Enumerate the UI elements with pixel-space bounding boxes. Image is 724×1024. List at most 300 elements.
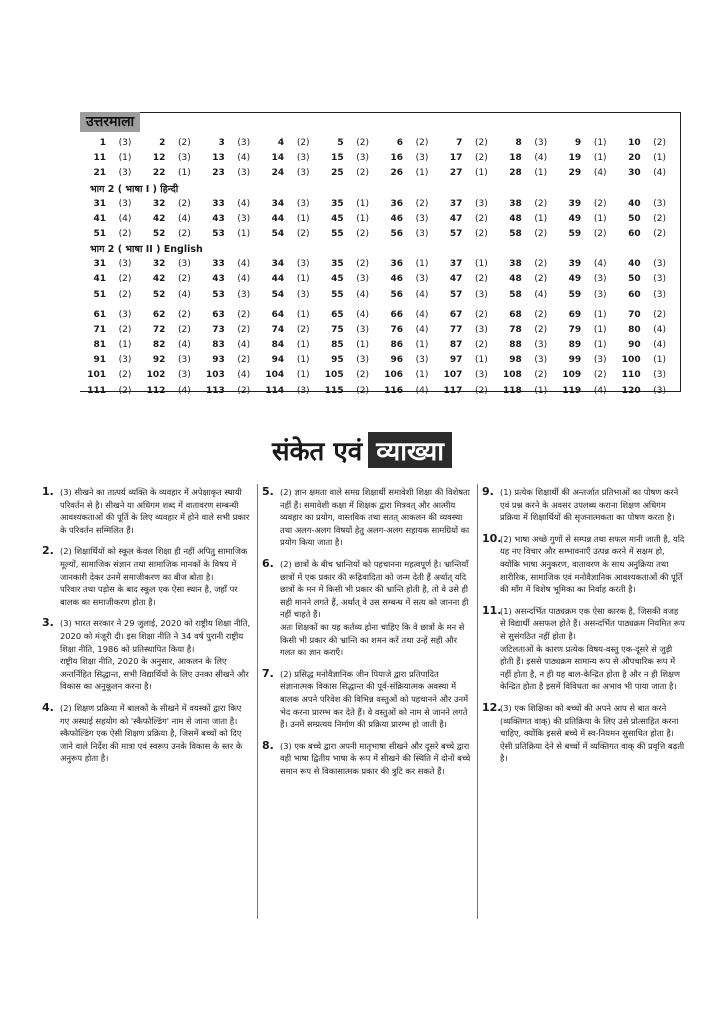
answer-option: (3): [475, 324, 488, 335]
answer-option: (4): [593, 168, 607, 179]
answer-row: [86, 353, 680, 368]
answer-option: (3): [178, 153, 191, 164]
question-number: 89: [568, 340, 582, 351]
question-number: 55: [331, 228, 344, 239]
answer-option: (3): [118, 259, 132, 270]
question-number: 39: [568, 198, 582, 209]
answer-option: (2): [237, 324, 251, 335]
answer-option: (2): [178, 309, 191, 320]
answer-option: (4): [237, 153, 251, 164]
item-number: 7.: [262, 666, 274, 680]
answer-option: (1): [534, 213, 548, 224]
question-number: 68: [509, 309, 522, 320]
item-number: 3.: [42, 616, 54, 630]
item-paragraph: (2) प्रसिद्ध मनोवैज्ञानिक जीन पियाजे द्वारा प्रतिपादित संज्ञानात्मक विकास सिद्धान्त की पूर्व-संक्रियात्मक अवस्था में बालक अपने परिवेश की विभिन्न वस्तुओं को पहचानने और उनमें भेद करना प्रारम्भ कर देते हैं। वे वस्तुओं को नाम से जानने लगते हैं। उनमें सम्प्रत्यय निर्माण की प्रक्रिया प्रारम्भ हो जाती है।: [280, 668, 469, 730]
answer-option: (3): [296, 289, 310, 300]
answer-option: (2): [475, 385, 488, 396]
answer-option: (1): [415, 340, 429, 351]
question-number: 38: [509, 259, 522, 270]
question-number: 54: [271, 289, 285, 300]
question-number: 16: [390, 153, 403, 164]
question-number: 81: [93, 340, 106, 351]
answer-option: (3): [296, 259, 310, 270]
column-divider: [257, 484, 258, 919]
answer-option: (3): [118, 168, 132, 179]
answer-option: (2): [593, 228, 607, 239]
question-number: 26: [390, 168, 403, 179]
question-number: 77: [449, 324, 463, 335]
question-number: 108: [503, 370, 522, 381]
answer-option: (2): [534, 274, 548, 285]
question-number: 78: [509, 324, 522, 335]
question-number: 45: [331, 213, 344, 224]
question-number: 45: [331, 274, 344, 285]
answer-option: (4): [415, 324, 429, 335]
answer-option: (2): [534, 309, 548, 320]
question-number: 20: [628, 153, 641, 164]
answer-option: (1): [296, 340, 310, 351]
question-number: 57: [449, 228, 463, 239]
question-number: 110: [621, 370, 641, 381]
question-number: 37: [449, 259, 463, 270]
item-number: 4.: [42, 700, 54, 714]
answer-option: (1): [593, 153, 607, 164]
answer-option: (4): [653, 324, 666, 335]
question-number: 71: [93, 324, 106, 335]
question-number: 56: [390, 289, 403, 300]
question-number: 41: [93, 213, 106, 224]
question-number: 62: [152, 309, 166, 320]
question-number: 2: [159, 138, 166, 148]
answer-option: (4): [415, 309, 429, 320]
question-number: 104: [265, 370, 285, 381]
explanation-item: [42, 616, 252, 693]
question-number: 51: [93, 228, 106, 239]
question-number: 113: [206, 385, 225, 396]
answer-option: (1): [178, 168, 191, 179]
answer-option: (2): [237, 355, 251, 366]
answer-row: [86, 151, 680, 166]
answer-key-title: उत्तरमाला: [80, 112, 140, 132]
question-number: 60: [628, 228, 641, 239]
answer-option: (4): [237, 274, 251, 285]
question-number: 43: [212, 274, 225, 285]
answer-option: (3): [415, 228, 429, 239]
answer-option: (2): [178, 138, 191, 148]
answer-option: (3): [653, 259, 666, 270]
question-number: 79: [568, 324, 582, 335]
answer-option: (3): [653, 370, 666, 381]
answer-option: (1): [415, 259, 429, 270]
item-number: 11.: [482, 603, 502, 617]
answer-option: (4): [356, 289, 369, 300]
answer-option: (3): [237, 168, 251, 179]
answer-option: (3): [356, 274, 369, 285]
question-number: 43: [212, 213, 225, 224]
answer-option: (4): [593, 259, 607, 270]
question-number: 84: [271, 340, 285, 351]
answer-option: (3): [593, 355, 607, 366]
question-number: 14: [271, 153, 285, 164]
answer-option: (2): [178, 274, 191, 285]
answer-option: (2): [534, 198, 548, 209]
item-paragraph: जटिलताओं के कारण प्रत्येक विषय-वस्तु एक-दूसरे से जुड़ी होती हैं। इससे पाठ्यक्रम सामान्य रूप से औपचारिक रूप में नहीं होता है, न ही यह बाल-केन्द्रित होता है और न ही शिक्षण केन्द्रित होता है इसमें विविधता का अभाव भी पाया जाता है।: [500, 643, 681, 692]
answer-option: (3): [178, 355, 191, 366]
item-paragraph: (2) शिक्षार्थियों को स्कूल केवल शिक्षा ही नहीं अपितु सामाजिक मूल्यों, सामाजिक संज्ञान तथा सामाजिक मानकों के विषय में जानकारी देकर उनमें समाजीकरण का बीज बोता है।: [60, 546, 248, 582]
item-number: 9.: [482, 485, 494, 498]
answer-option: (3): [415, 213, 429, 224]
question-number: 50: [628, 274, 641, 285]
heading-right: व्याख्या: [368, 432, 452, 468]
answer-option: (3): [653, 274, 666, 285]
question-number: 40: [628, 198, 641, 209]
question-number: 83: [212, 340, 225, 351]
question-number: 51: [93, 289, 106, 300]
item-number: 6.: [262, 556, 274, 570]
explanation-item: [262, 738, 472, 778]
answer-option: (1): [475, 168, 488, 179]
question-number: 61: [93, 309, 106, 320]
answer-option: (2): [178, 198, 191, 209]
question-number: 60: [628, 289, 641, 300]
answer-key-grid: [86, 136, 680, 399]
question-number: 36: [390, 198, 403, 209]
question-number: 111: [87, 385, 106, 396]
answer-option: (2): [415, 138, 429, 148]
question-number: 93: [212, 355, 225, 366]
answer-row: [86, 323, 680, 338]
question-number: 72: [152, 324, 166, 335]
item-paragraph: (3) एक शिक्षिका को बच्चों की अपने आप से बात करने (व्यक्तिगत वाक्) की प्रतिक्रिया के लिए उसे प्रोत्साहित करना चाहिए, क्योंकि इससे बच्चे में स्व-नियमन सुसाधित होता है। ऐसी प्रतिक्रिया देने से बच्चों में व्यक्तिगत वाक् की प्रवृत्ति बढ़ती है।: [500, 702, 685, 764]
question-number: 59: [568, 228, 582, 239]
answer-option: (4): [237, 340, 251, 351]
answer-option: (4): [178, 213, 191, 224]
answer-option: (2): [653, 309, 666, 320]
question-number: 57: [449, 289, 463, 300]
question-number: 97: [449, 355, 463, 366]
question-number: 58: [509, 289, 522, 300]
answer-option: (3): [475, 289, 488, 300]
question-number: 36: [390, 259, 403, 270]
answer-option: (2): [356, 168, 369, 179]
answer-row: [86, 257, 680, 272]
answer-option: (2): [475, 340, 488, 351]
answer-option: (2): [534, 259, 548, 270]
item-paragraph: अतः शिक्षकों का यह कर्तव्य होना चाहिए कि वे छात्रों के मन से किसी भी प्रकार की भ्रान्ति का शमन करें तथा उन्हें सही और गलत का ज्ञान कराएँ।: [280, 621, 465, 658]
item-paragraph: (3) भारत सरकार ने 29 जुलाई, 2020 को राष्ट्रीय शिक्षा नीति, 2020 को मंजूरी दी। इस शिक्षा नीति ने 34 वर्ष पुरानी राष्ट्रीय शिक्षा नीति, 1986 को प्रतिस्थापित किया है।: [60, 618, 251, 654]
question-number: 27: [449, 168, 463, 179]
item-number: 12.: [482, 700, 502, 714]
question-number: 5: [337, 138, 344, 148]
item-number: 1.: [42, 485, 54, 498]
answer-option: (3): [415, 355, 429, 366]
item-paragraph: (2) शिक्षण प्रक्रिया में बालकों के सीखने में वयस्कों द्वारा किए गए अस्थाई सहयोग को 'स्कैफोल्डिंग' नाम से जाना जाता है।: [60, 702, 242, 726]
question-number: 63: [212, 309, 225, 320]
explanation-item: [42, 700, 252, 765]
answer-option: (1): [296, 309, 310, 320]
question-number: 119: [562, 385, 582, 396]
question-number: 53: [212, 228, 225, 239]
item-paragraph: (2) भाषा अच्छे गुणों से सम्पन्न तथा सफल मानी जाती है, यदि यह नए विचार और सम्भावनाएँ उत्पन्न करने में सक्षम हो, क्योंकि भाषा अनुकरण, वातावरण के साथ अनुक्रिया तथा शारीरिक, सामाजिक एवं मनोवैज्ञानिक आवश्यकताओं की पूर्ति की माँग में विशेष भूमिका का निर्वाह करती है।: [500, 533, 685, 595]
answer-option: (3): [475, 370, 488, 381]
answer-option: (4): [178, 385, 191, 396]
question-number: 53: [212, 289, 225, 300]
answer-option: (2): [237, 385, 251, 396]
explanation-item: [482, 531, 686, 596]
question-number: 33: [212, 198, 225, 209]
answer-option: (2): [296, 228, 310, 239]
answer-option: (1): [356, 340, 369, 351]
question-number: 21: [93, 168, 106, 179]
answer-option: (4): [593, 385, 607, 396]
answer-option: (2): [118, 324, 132, 335]
question-number: 120: [621, 385, 641, 396]
question-number: 69: [568, 309, 582, 320]
answer-option: (2): [118, 289, 132, 300]
question-number: 96: [390, 355, 403, 366]
question-number: 102: [146, 370, 166, 381]
question-number: 47: [449, 274, 463, 285]
question-number: 92: [152, 355, 166, 366]
answer-option: (1): [653, 153, 666, 164]
question-number: 23: [212, 168, 225, 179]
question-number: 44: [271, 213, 285, 224]
answer-option: (1): [415, 370, 429, 381]
answer-option: (3): [178, 259, 191, 270]
question-number: 48: [509, 274, 522, 285]
question-number: 22: [152, 168, 166, 179]
item-paragraph: (3) सीखने का तात्पर्य व्यक्ति के व्यवहार में अपेक्षाकृत स्थायी परिवर्तन से है। सीखने या अधिगम शब्द में वातावरण सम्बन्धी आवश्यकताओं की पूर्ति के लिए व्यवहार में होने वाले सभी प्रकार के परिवर्तन सम्मिलित हैं।: [60, 487, 250, 535]
answer-option: (3): [296, 168, 310, 179]
answer-option: (3): [415, 153, 429, 164]
explanation-column-2: [262, 485, 472, 786]
answer-option: (3): [356, 324, 369, 335]
answer-option: (3): [118, 138, 132, 148]
answer-option: (3): [118, 198, 132, 209]
answer-option: (1): [593, 138, 607, 148]
question-number: 66: [390, 309, 403, 320]
question-number: 39: [568, 259, 582, 270]
question-number: 46: [390, 213, 403, 224]
question-number: 105: [324, 370, 344, 381]
answer-option: (2): [534, 228, 548, 239]
explanation-item: [42, 544, 252, 608]
question-number: 42: [152, 213, 166, 224]
explanation-item: [42, 485, 252, 536]
question-number: 74: [271, 324, 285, 335]
question-number: 116: [384, 385, 403, 396]
question-number: 48: [509, 213, 522, 224]
question-number: 49: [568, 274, 582, 285]
answer-option: (2): [475, 213, 488, 224]
answer-option: (3): [296, 385, 310, 396]
answer-option: (4): [534, 153, 548, 164]
question-number: 70: [628, 309, 641, 320]
question-number: 44: [271, 274, 285, 285]
answer-option: (3): [593, 274, 607, 285]
answer-option: (3): [356, 153, 369, 164]
answer-option: (4): [237, 198, 251, 209]
question-number: 106: [384, 370, 403, 381]
question-number: 73: [212, 324, 225, 335]
question-number: 117: [443, 385, 463, 396]
question-number: 85: [331, 340, 344, 351]
answer-option: (2): [296, 324, 310, 335]
item-paragraph: परिवार तथा पड़ोस के बाद स्कूल एक ऐसा स्थान है, जहाँ पर बालक का समाजीकरण होता है।: [60, 584, 238, 607]
question-number: 42: [152, 274, 166, 285]
question-number: 11: [93, 153, 106, 164]
question-number: 99: [568, 355, 582, 366]
question-number: 28: [509, 168, 522, 179]
explanation-item: [482, 485, 686, 524]
question-number: 114: [265, 385, 285, 396]
question-number: 101: [87, 370, 106, 381]
question-number: 65: [331, 309, 344, 320]
question-number: 37: [449, 198, 463, 209]
answer-option: (1): [356, 198, 369, 209]
question-number: 17: [449, 153, 463, 164]
question-number: 3: [218, 138, 225, 148]
question-number: 50: [628, 213, 641, 224]
question-number: 35: [331, 259, 344, 270]
question-number: 87: [449, 340, 463, 351]
answer-option: (2): [118, 370, 132, 381]
answer-option: (2): [475, 138, 488, 148]
answer-option: (3): [118, 309, 132, 320]
answer-option: (2): [237, 309, 251, 320]
item-paragraph: (2) ज्ञान क्षमता वाले समग्र शिक्षार्थी समावेशी शिक्षा की विशेषता नहीं हैं। समावेशी कक्षा में शिक्षक द्वारा मित्रवत् और आत्मीय व्यवहार का प्रयोग, वास्तविक तथा सतत् आकलन की व्यवस्था तथा अलग-अलग विषयों हेतु अलग-अलग सहायक सामग्रियों का प्रयोग किया जाता है।: [280, 487, 470, 548]
answer-option: (3): [534, 340, 548, 351]
answer-option: (2): [534, 324, 548, 335]
question-number: 58: [509, 228, 522, 239]
item-paragraph: राष्ट्रीय शिक्षा नीति, 2020 के अनुसार, आकलन के लिए अन्तर्निहित सिद्धान्त, सभी विद्यार्थियों के लिए उनका सीखने और विकास का अनुकूलन करना है।: [60, 656, 249, 692]
explanation-column-3: [482, 485, 686, 774]
section-subheading: भाग 2 ( भाषा II ) English: [90, 244, 203, 256]
answer-option: (1): [296, 370, 310, 381]
explanation-item: [482, 700, 686, 765]
question-number: 52: [152, 228, 166, 239]
question-number: 10: [628, 138, 641, 148]
answer-option: (4): [653, 340, 666, 351]
answer-option: (1): [593, 324, 607, 335]
question-number: 32: [152, 259, 166, 270]
answer-option: (2): [356, 138, 369, 148]
answer-row: [86, 384, 680, 399]
answer-option: (3): [534, 355, 548, 366]
answer-option: (1): [593, 213, 607, 224]
question-number: 34: [271, 259, 285, 270]
answer-option: (4): [534, 289, 548, 300]
answer-row: [86, 166, 680, 181]
column-divider: [477, 484, 478, 919]
answer-option: (3): [415, 274, 429, 285]
answer-option: (2): [118, 274, 132, 285]
question-number: 9: [574, 138, 582, 148]
question-number: 34: [271, 198, 285, 209]
answer-option: (4): [356, 309, 369, 320]
answer-row: [86, 368, 680, 383]
answer-option: (3): [475, 198, 488, 209]
answer-option: (3): [653, 289, 666, 300]
answer-option: (1): [593, 340, 607, 351]
question-number: 54: [271, 228, 285, 239]
question-number: 8: [515, 138, 522, 148]
answer-option: (3): [296, 198, 310, 209]
item-paragraph: (1) असन्दर्भित पाठ्यक्रम एक ऐसा कारक है, जिसकी वजह से विद्यार्थी असफल होते हैं। असन्दर्भित पाठ्यक्रम नियमित रूप से सुसंगठित नहीं होता है।: [500, 605, 685, 641]
answer-option: (4): [178, 340, 191, 351]
answer-option: (3): [178, 370, 191, 381]
question-number: 109: [562, 370, 582, 381]
answer-option: (1): [296, 355, 310, 366]
answer-option: (2): [475, 228, 488, 239]
answer-option: (3): [237, 289, 251, 300]
question-number: 59: [568, 289, 582, 300]
item-paragraph: स्कैफोल्डिंग एक ऐसी शिक्षण प्रक्रिया है, जिसमें बच्चों को दिए जाने वाले निर्देश की मात्रा एवं स्वरूप उनके विकास के स्तर के अनुरूप होता है।: [60, 728, 243, 764]
question-number: 46: [390, 274, 403, 285]
question-number: 80: [628, 324, 641, 335]
answer-option: (1): [237, 228, 251, 239]
question-number: 95: [331, 355, 344, 366]
question-number: 31: [93, 259, 106, 270]
answer-option: (2): [356, 385, 369, 396]
answer-option: (3): [237, 213, 251, 224]
question-number: 41: [93, 274, 106, 285]
answer-option: (3): [118, 355, 132, 366]
question-number: 88: [509, 340, 522, 351]
question-number: 100: [621, 355, 641, 366]
item-paragraph: (3) एक बच्चे द्वारा अपनी मातृभाषा सीखने और दूसरे बच्चे द्वारा वही भाषा द्वितीय भाषा के रूप में सीखने की स्थिति में दोनों बच्चे समान रूप से विकासात्मक प्रकार की त्रुटि कर सकते हैं।: [280, 740, 471, 776]
question-number: 94: [271, 355, 285, 366]
answer-option: (1): [118, 340, 132, 351]
explanation-item: [262, 666, 472, 731]
question-number: 47: [449, 213, 463, 224]
question-number: 67: [449, 309, 463, 320]
question-number: 15: [331, 153, 344, 164]
item-paragraph: (2) छात्रों के बीच भ्रान्तियों को पहचानना महत्वपूर्ण है। भ्रान्तियाँ छात्रों में एक प्रकार की रूढ़िवादिता को जन्म देती हैं अर्थात् यदि छात्रों के मन में किसी भी प्रकार की भ्रान्ति होती है, तो वे उसे ही सही मानने लगते हैं, अर्थात् वे उस सम्बन्ध में सत्य को जानना ही नहीं चाहते हैं।: [280, 558, 469, 620]
question-number: 33: [212, 259, 225, 270]
answer-option: (3): [653, 385, 666, 396]
question-number: 1: [99, 138, 106, 148]
question-number: 75: [331, 324, 344, 335]
answer-option: (1): [356, 213, 369, 224]
question-number: 40: [628, 259, 641, 270]
question-number: 38: [509, 198, 522, 209]
answer-option: (4): [178, 289, 191, 300]
answer-option: (4): [118, 213, 132, 224]
answer-option: (1): [415, 168, 429, 179]
answer-option: (1): [475, 355, 488, 366]
answer-option: (2): [593, 198, 607, 209]
question-number: 13: [212, 153, 225, 164]
question-number: 90: [628, 340, 641, 351]
item-paragraph: (1) प्रत्येक शिक्षार्थी की अन्तर्जात प्रतिभाओं का पोषण करने एवं प्रश्न करने के अवसर उपलब्ध कराना शिक्षण अधिगम प्रक्रिया में शिक्षार्थियों की सृजनात्मकता का पोषण करता है।: [500, 487, 679, 523]
answer-option: (2): [296, 138, 310, 148]
question-number: 76: [390, 324, 403, 335]
answer-row: [86, 308, 680, 323]
question-number: 6: [396, 138, 403, 148]
section-subheading: भाग 2 ( भाषा I ) हिन्दी: [90, 183, 179, 195]
question-number: 25: [331, 168, 344, 179]
question-number: 49: [568, 213, 582, 224]
answer-option: (1): [534, 385, 548, 396]
question-number: 98: [509, 355, 522, 366]
answer-option: (1): [534, 168, 548, 179]
question-number: 30: [628, 168, 641, 179]
section-heading: [0, 432, 724, 468]
answer-option: (2): [475, 309, 488, 320]
answer-row: [86, 288, 680, 303]
question-number: 55: [331, 289, 344, 300]
